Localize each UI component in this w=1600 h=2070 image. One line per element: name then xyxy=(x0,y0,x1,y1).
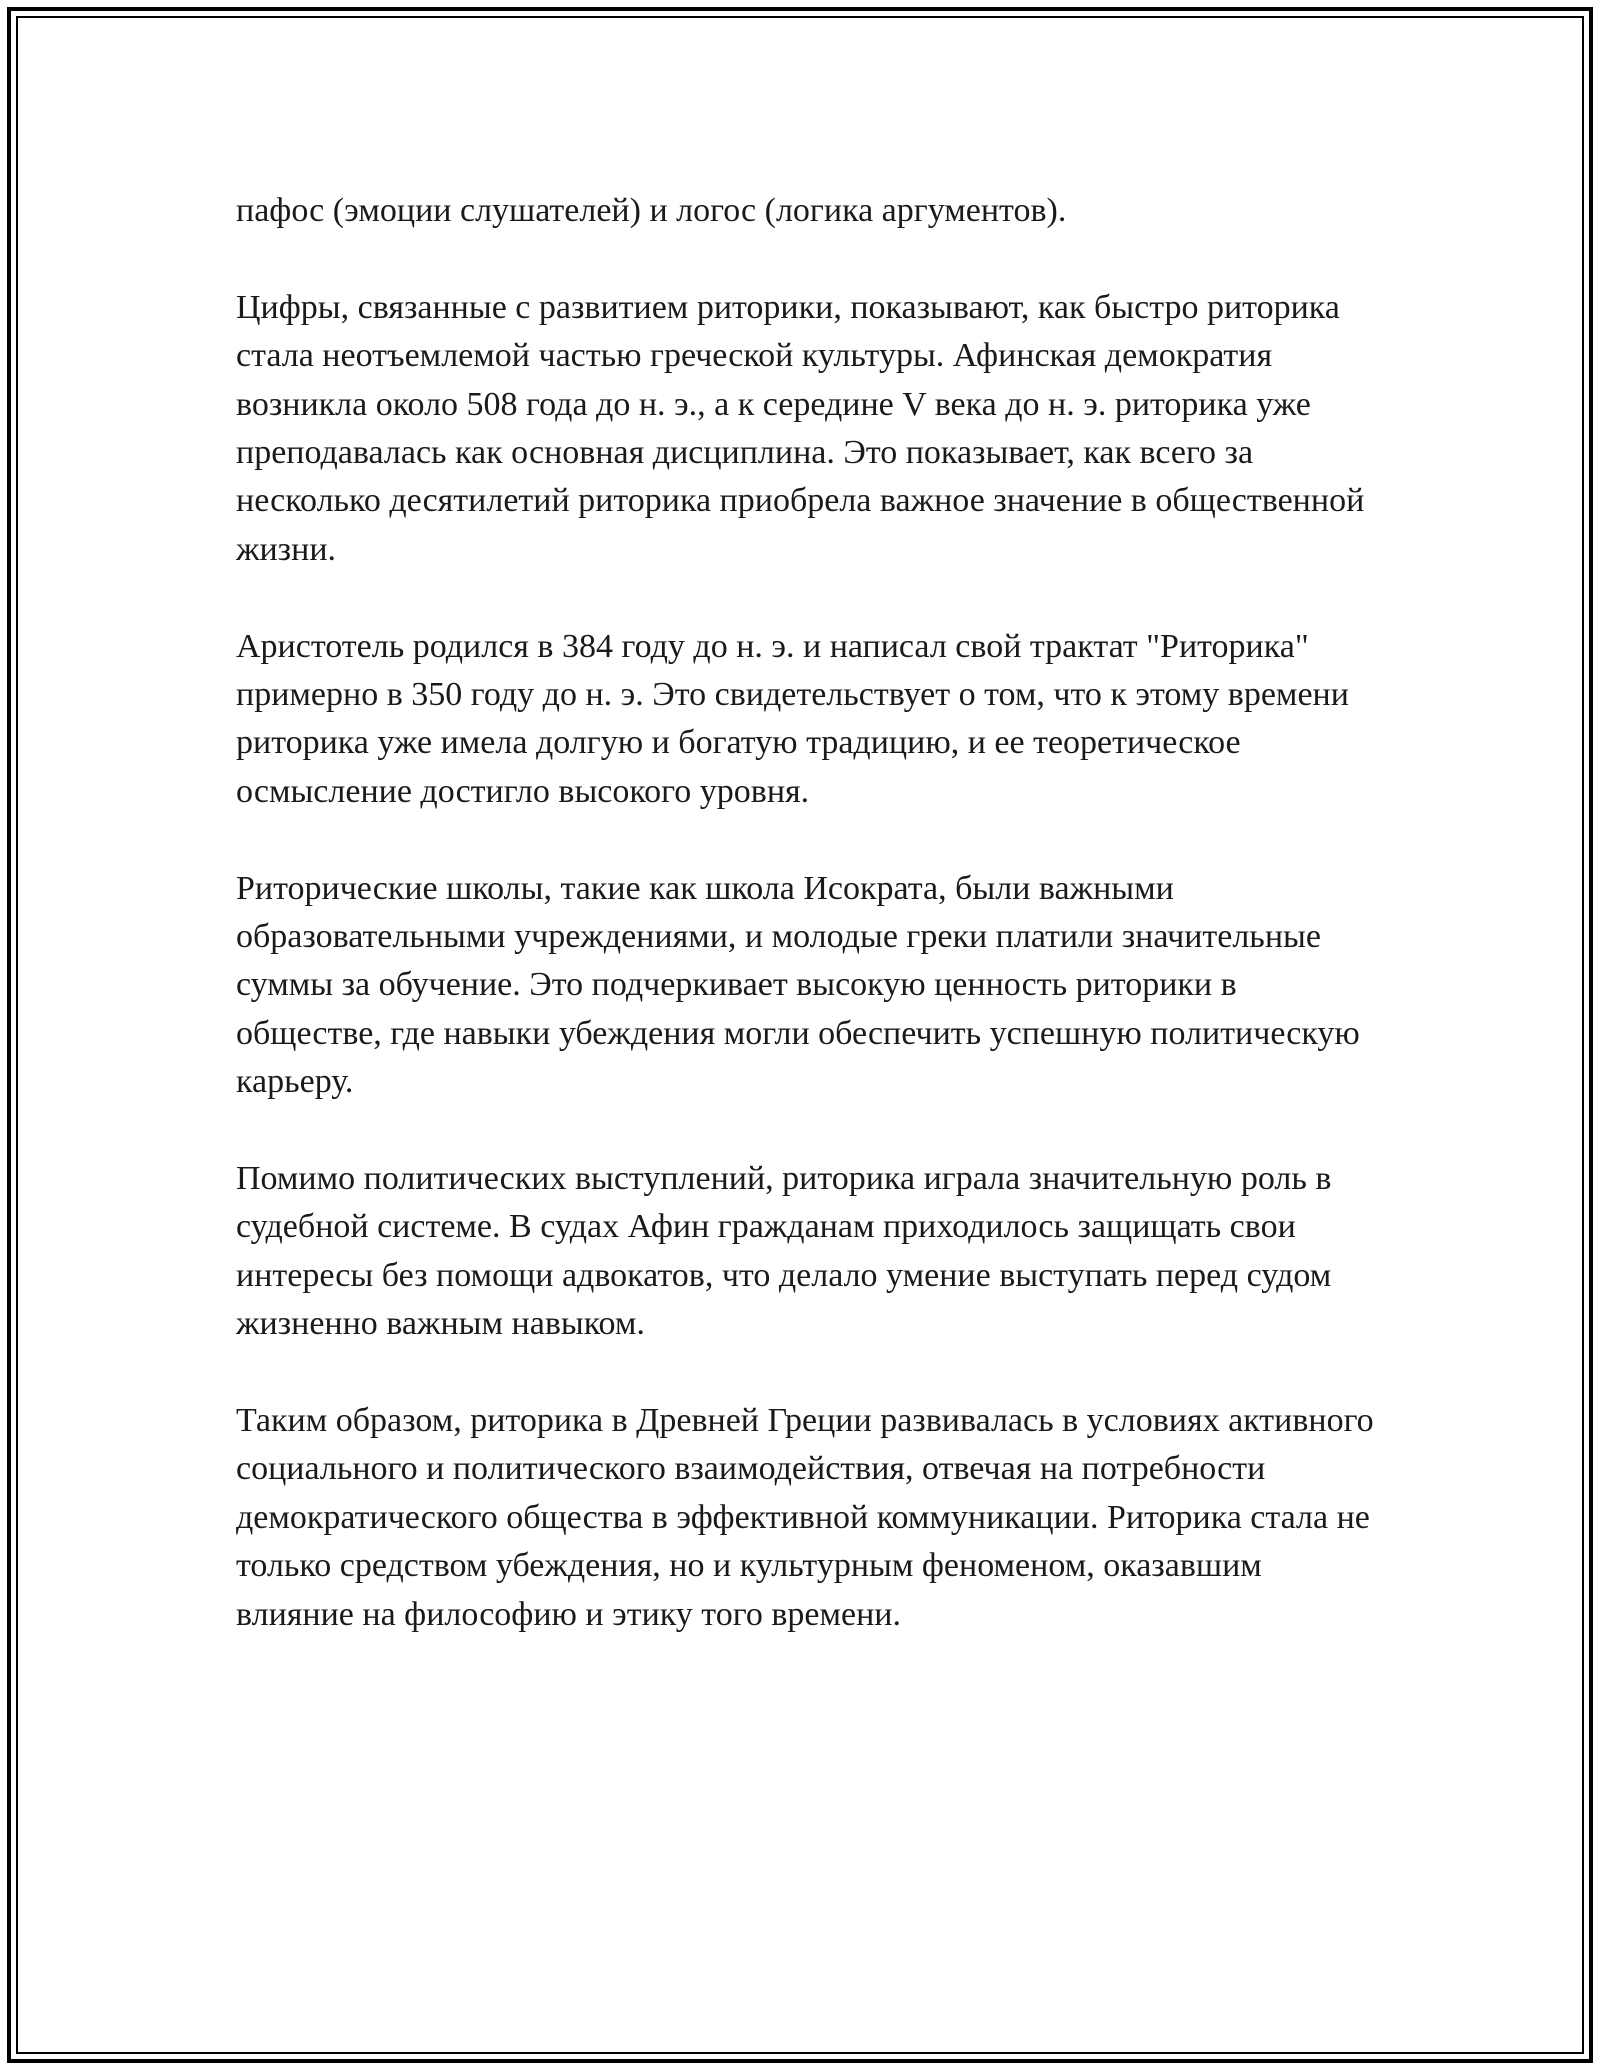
paragraph-rhetoric-schools: Риторические школы, такие как школа Исократа, были важными образовательными учреждениями, и молодые греки платили значительные суммы за обучение. Это подчеркивает высокую ценность риторики в обществе, где навыки убеждения могли обеспечить успешную политическую карьеру. xyxy=(236,869,1360,1101)
paragraph-continuation: пафос (эмоции слушателей) и логос (логика аргументов). xyxy=(236,192,1067,229)
paragraph-rhetoric-figures: Цифры, связанные с развитием риторики, показывают, как быстро риторика стала неотъемлемой частью греческой культуры. Афинская демократия возникла около 508 года до н. э., а к середине V века до н. э. риторика уже преподавалась как основная дисциплина. Это показывает, как всего за несколько десятилетий риторика приобрела важное значение в общественной жизни. xyxy=(236,288,1365,568)
document-body xyxy=(236,187,1376,1639)
paragraph-judicial-rhetoric: Помимо политических выступлений, риторика играла значительную роль в судебной системе. В судах Афин гражданам приходилось защищать свои интересы без помощи адвокатов, что делало умение выступать перед судом жизненно важным навыком. xyxy=(236,1160,1332,1343)
paragraph-conclusion: Таким образом, риторика в Древней Греции развивалась в условиях активного социального и политического взаимодействия, отвечая на потребности демократического общества в эффективной коммуникации. Риторика стала не только средством убеждения, но и культурным феноменом, оказавшим влияние на философию и этику того времени. xyxy=(236,1402,1374,1633)
paragraph-aristotle: Аристотель родился в 384 году до н. э. и написал свой трактат "Риторика" примерно в 350 году до н. э. Это свидетельствует о том, что к этому времени риторика уже имела долгую и богатую традицию, и ее теоретическое осмысление достигло высокого уровня. xyxy=(236,627,1349,810)
